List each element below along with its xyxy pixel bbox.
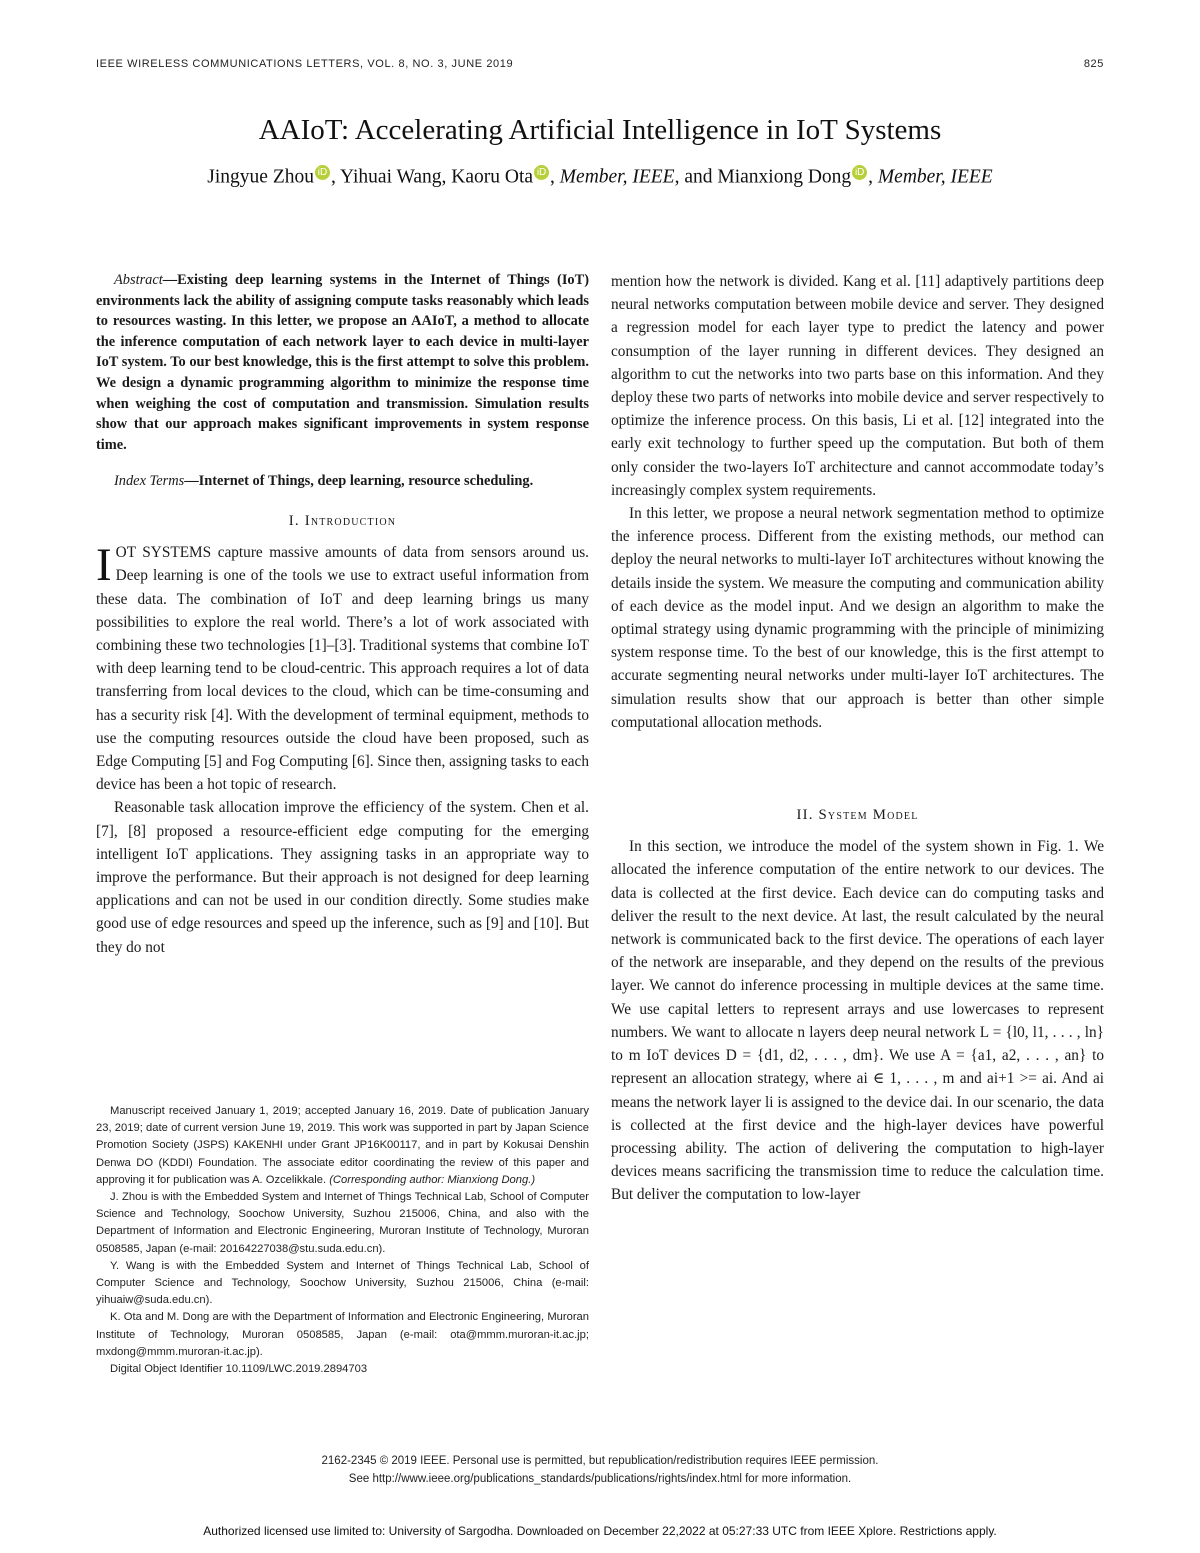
copyright-line: 2162-2345 © 2019 IEEE. Personal use is permitted, but republication/redistribution requires IEEE permission.: [321, 1455, 879, 1467]
footnotes: [96, 1103, 589, 1378]
author-names: , Yihuai Wang, Kaoru Ota: [330, 166, 534, 188]
separator: ,: [868, 166, 878, 188]
running-head: [96, 58, 1104, 70]
corresponding-author: (Corresponding author: Mianxiong Dong.): [329, 1173, 536, 1186]
footnote-manuscript: [96, 1103, 589, 1189]
abstract: [96, 270, 589, 455]
drop-cap: I: [96, 539, 112, 592]
index-terms-text: —Internet of Things, deep learning, resource scheduling.: [184, 473, 534, 490]
body-paragraph: mention how the network is divided. Kang et al. [11] adaptively partitions deep neural networks computation between mobile device and server. They designed a regression model for each layer type to predict the latency and power consumption of the layer running in different devices. They designed an algorithm to cut the networks into two parts base on this information. And they deploy these two parts of networks into mobile device and server respectively to optimize the inference process. On this basis, Li et al. [12] integrated into the early exit technology to further speed up the computation. But both of them only consider the two-layers IoT architecture and cannot accommodate today’s increasingly complex system requirements.: [611, 273, 1104, 499]
section-number: I.: [288, 512, 305, 529]
copyright-url-line[interactable]: See http://www.ieee.org/publications_standards/publications/rights/index.html for more information.: [348, 1473, 852, 1485]
member-role: Member, IEEE: [559, 166, 675, 188]
abstract-label: Abstract: [114, 272, 163, 288]
footnote-affiliation: Y. Wang is with the Embedded System and Internet of Things Technical Lab, School of Computer Science and Technology, Soochow University, Suzhou 215006, China (e-mail: yihuaiw@suda.edu.cn).: [96, 1259, 589, 1307]
journal-name: IEEE WIRELESS COMMUNICATIONS LETTERS, VOL. 8, NO. 3, JUNE 2019: [96, 58, 514, 70]
abstract-text: —Existing deep learning systems in the Internet of Things (IoT) environments lack the ability of assigning compute tasks reasonably which leads to resources wasting. In this letter, we propose an AAIoT, a method to allocate the inference computation of each network layer to each device in multi-layer IoT system. To our best knowledge, this is the first attempt to solve this problem. We design a dynamic programming algorithm to minimize the response time when weighing the cost of computation and transmission. Simulation results show that our approach makes significant improvements in system response time.: [96, 272, 589, 453]
footnote-affiliation: J. Zhou is with the Embedded System and Internet of Things Technical Lab, School of Computer Science and Technology, Soochow University, Suzhou 215006, China, and also with the Department of Information and Electronic Engineering, Muroran Institute of Technology, Muroran 0508585, Japan (e-mail: 20164227038@stu.suda.edu.cn).: [96, 1191, 589, 1255]
orcid-icon[interactable]: iD: [534, 165, 549, 180]
footnote-affiliation: K. Ota and M. Dong are with the Department of Information and Electronic Engineering, Muroran Institute of Technology, Muroran 0508585, Japan (e-mail: ota@mmm.muroran-it.ac.jp; mxdong@mmm.muroran-it.ac.jp).: [96, 1311, 589, 1358]
intro-paragraph: Reasonable task allocation improve the efficiency of the system. Chen et al. [7], [8] proposed a resource-efficient edge computing for the emerging intelligent IoT applications. They assigning tasks in an appropriate way to improve the performance. But their approach is not designed for deep learning applications and can not be used in our condition directly. Some studies make good use of edge resources and speed up the inference, such as [9] and [10]. But they do not: [96, 799, 589, 956]
right-column: [611, 270, 1104, 1207]
intro-paragraph: [96, 541, 589, 796]
page-number: 825: [1083, 58, 1104, 70]
orcid-icon[interactable]: iD: [852, 165, 867, 180]
footnote-text: Manuscript received January 1, 2019; accepted January 16, 2019. Date of publication January 23, 2019; date of current version June 19, 2019. This work was supported in part by Japan Science Promotion Society (JSPS) KAKENHI under Grant JP16K00117, and in part by Kokusai Denshin Denwa DO (KDDI) Foundation. The associate editor coordinating the review of this paper and approving it for publication was A. Ozcelikkale.: [96, 1105, 589, 1186]
member-role: Member, IEEE: [877, 166, 993, 188]
separator: ,: [550, 166, 560, 188]
paragraph-text: OT SYSTEMS capture massive amounts of data from sensors around us. Deep learning is one of the tools we use to extract useful information from these data. The combination of IoT and deep learning brings us many possibilities to explore the real world. There’s a lot of work associated with combining these two technologies [1]–[3]. Traditional systems that combine IoT with deep learning tend to be cloud-centric. This approach requires a lot of data transferring from local devices to the cloud, which can be time-consuming and has a security risk [4]. With the development of terminal equipment, methods to use the computing resources outside the cloud have been proposed, such as Edge Computing [5] and Fog Computing [6]. Since then, assigning tasks to each device has been a hot topic of research.: [96, 544, 589, 794]
section-heading-system-model: [611, 804, 1104, 827]
body-paragraph: In this letter, we propose a neural network segmentation method to optimize the inference process. Different from the existing methods, our method can deploy the neural networks to multi-layer IoT architectures without knowing the details inside the system. We measure the computing and communication ability of each device as the model input. And we design an algorithm to make the optimal strategy using dynamic programming with the principle of minimizing system response time. To the best of our knowledge, this is the first attempt to accurate segmenting neural networks under multi-layer IoT architectures. The simulation results show that our approach is better than other simple computational allocation methods.: [611, 505, 1104, 731]
orcid-icon[interactable]: iD: [315, 165, 330, 180]
footnote-doi: Digital Object Identifier 10.1109/LWC.2019.2894703: [110, 1363, 368, 1376]
section-title: Introduction: [304, 512, 397, 529]
author-line: [0, 165, 1200, 189]
paper-title: AAIoT: Accelerating Artificial Intelligence in IoT Systems: [258, 114, 942, 146]
copyright-notice: [0, 1452, 1200, 1488]
download-notice: Authorized licensed use limited to: University of Sargodha. Downloaded on December 22,2022 at 05:27:33 UTC from IEEE Xplore. Restrictions apply.: [203, 1524, 997, 1538]
body-paragraph: In this section, we introduce the model of the system shown in Fig. 1. We allocated the inference computation of the entire network to our devices. The data is collected at the first device. Each device can do computing tasks and deliver the result to the next device. At last, the result calculated by the neural network is communicated back to the first device. The operations of each layer of the network are inseparable, and they depend on the results of the previous layer. We cannot do inference processing in multiple devices at the same time. We use capital letters to represent arrays and use lowercases to represent numbers. We want to allocate n layers deep neural network L = {l0, l1, . . . , ln} to m IoT devices D = {d1, d2, . . . , dm}. We use A = {a1, a2, . . . , an} to represent an allocation strategy, where ai ∈ 1, . . . , m and ai+1 >= ai. And ai means the network layer li is assigned to the device dai. In our scenario, the data is collected at the first device and the high-layer devices have powerful processing ability. The action of delivering the computation to high-layer devices means sacrificing the transmission time to reduce the calculation time. But deliver the computation to low-layer: [611, 838, 1104, 1204]
section-heading-introduction: [96, 510, 589, 533]
author-names: , and Mianxiong Dong: [674, 166, 852, 188]
index-terms-label: Index Terms: [114, 473, 185, 490]
section-title: System Model: [818, 807, 919, 824]
author-name: Jingyue Zhou: [207, 166, 314, 188]
index-terms: [96, 471, 589, 492]
section-number: II.: [796, 807, 819, 824]
left-column: [96, 270, 589, 959]
